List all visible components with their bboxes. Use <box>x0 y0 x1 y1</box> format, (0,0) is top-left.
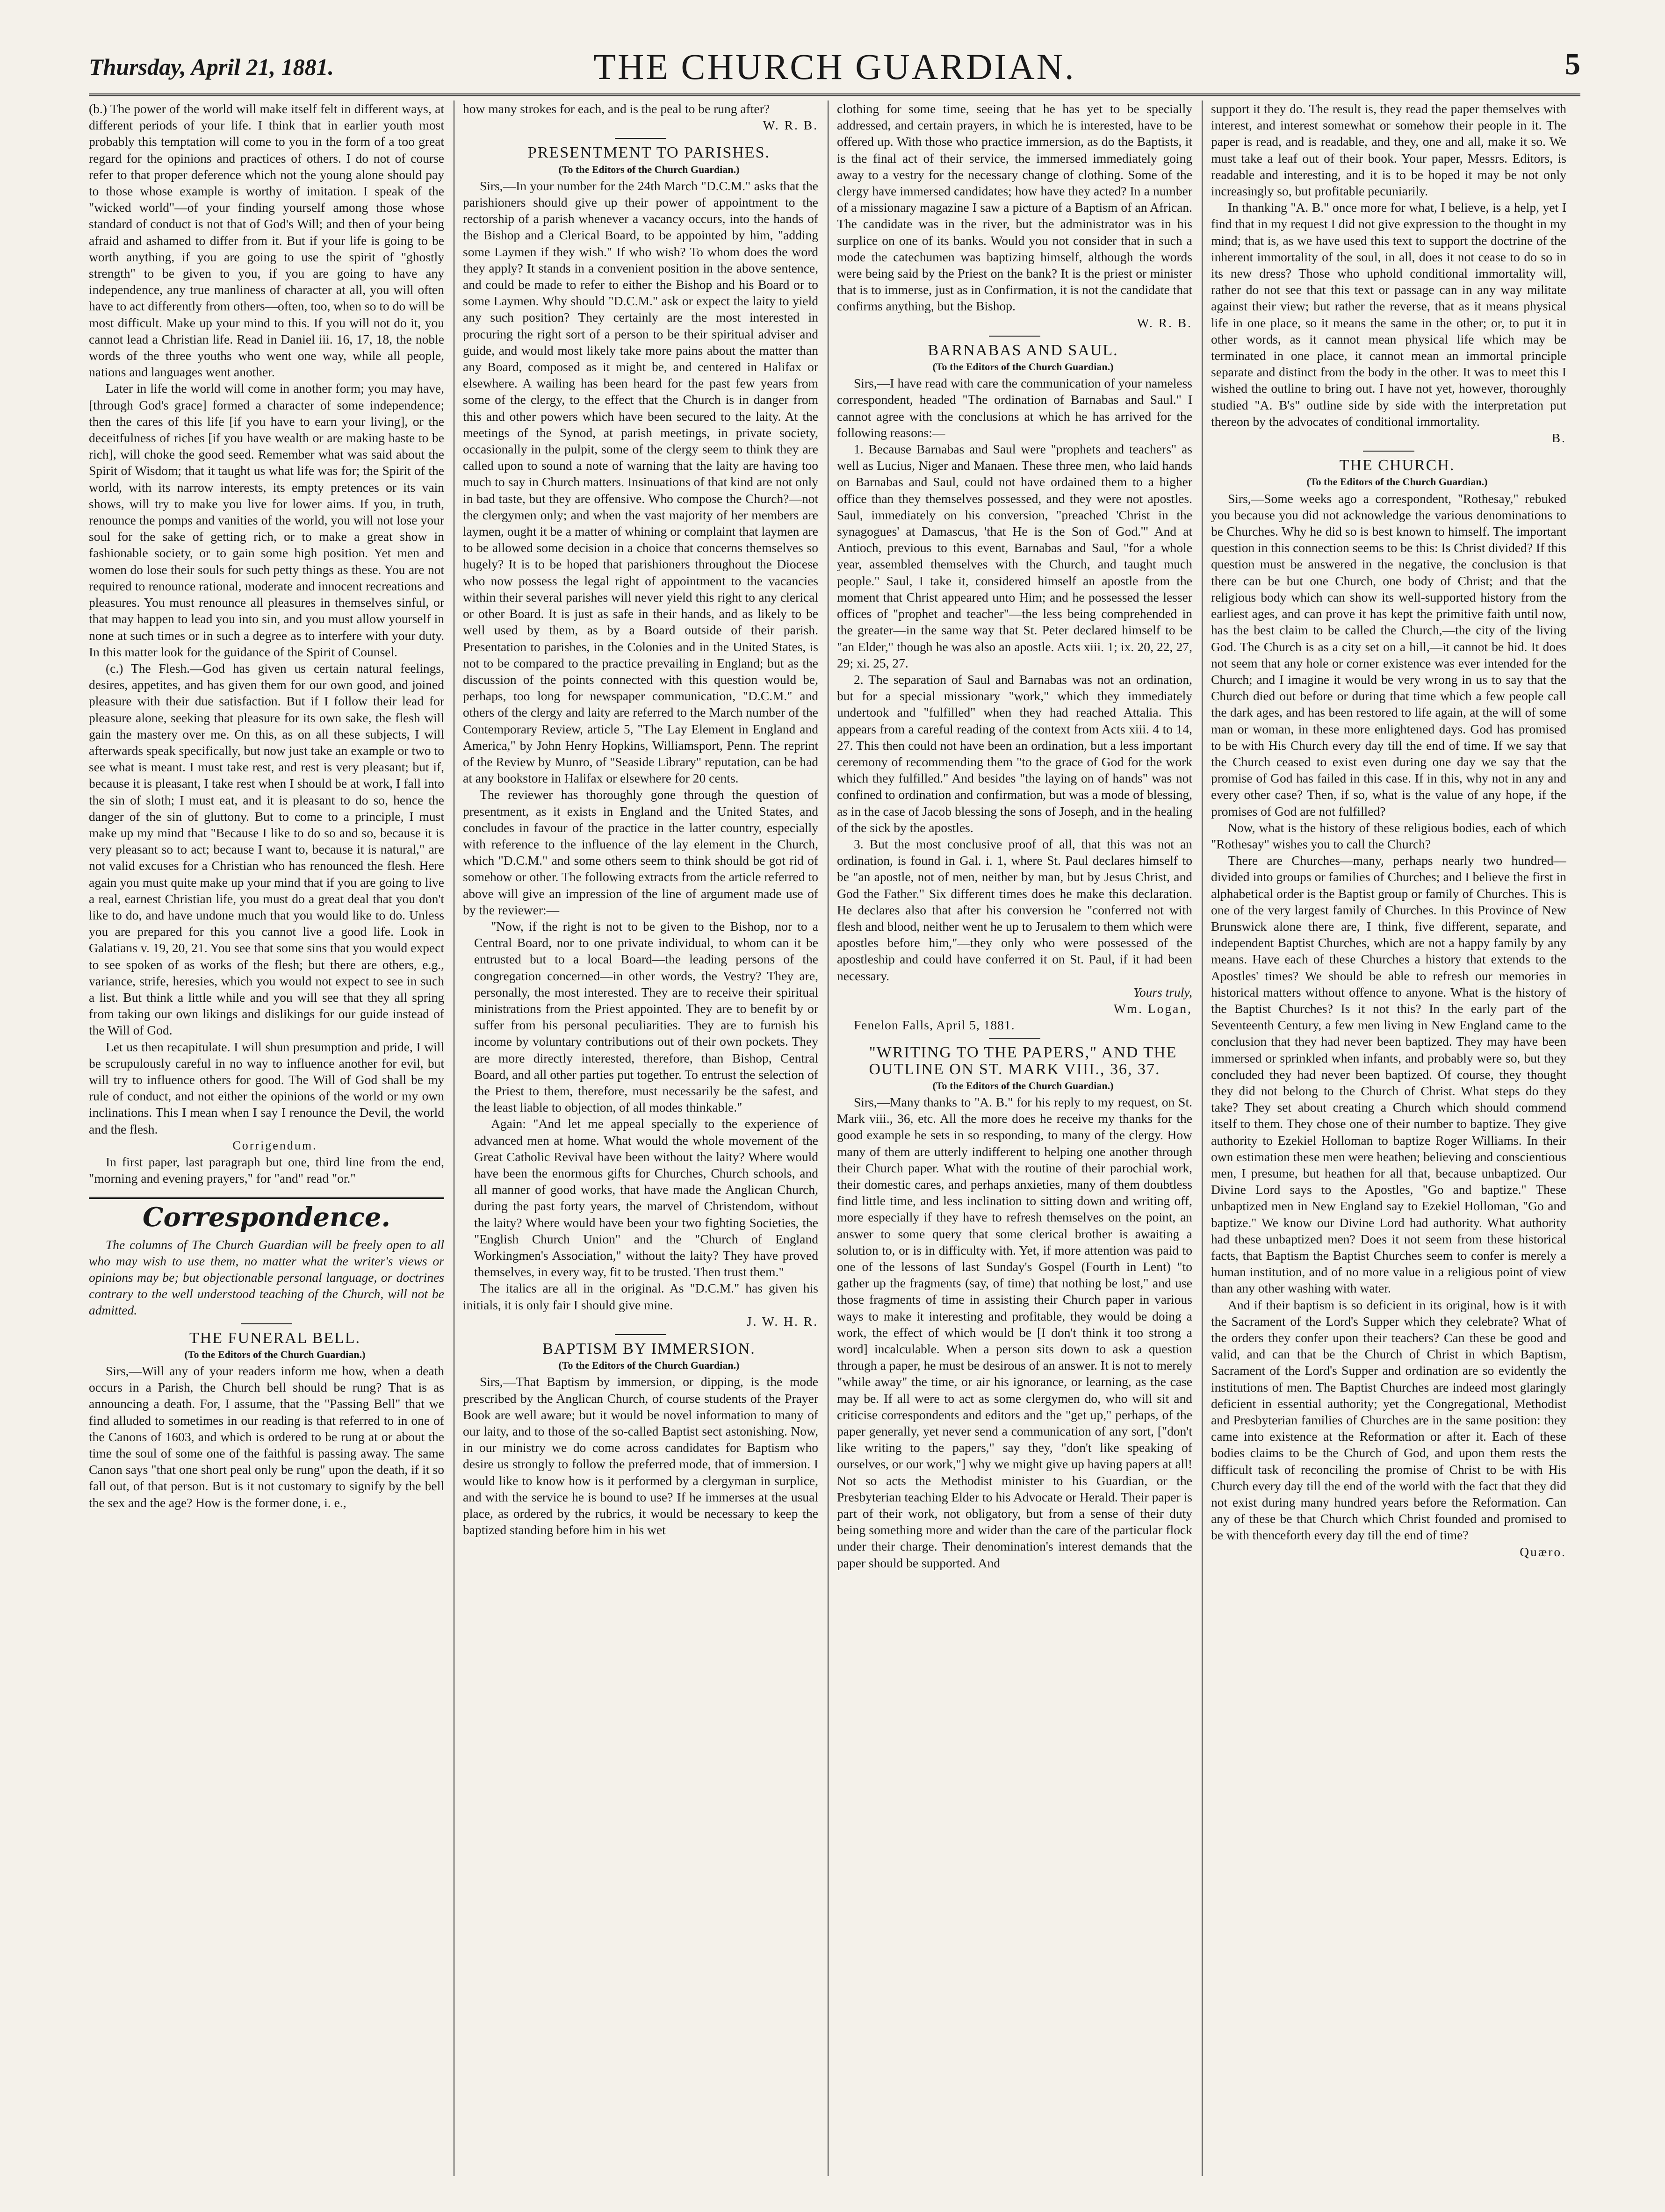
paragraph: Sirs,—Some weeks ago a correspondent, "Rothesay," rebuked you because you did not acknowledge the various denominations to be Churches. Why he did so is best known to himself. The important question in this connection seems to be this: Is Christ divided? If this question must be answered in the negative, the conclusion is that there can be but one Church, one body of Christ; and that the religious body which can show its well-supported history from the earliest ages, and can prove it has kept the primitive faith until now, has the best claim to be called the Church,—the city of the living God. The Church is as a city set on a hill,—it cannot be hid. It does not seem that any hole or corner existence was ever intended for the Church; and I imagine it would be very wrong in us to say that the Church died out before or during that time which a few people call the dark ages, and has been restored to life again, at the will of some man or woman, in these more enlightened days. God has promised to be with His Church every day till the end of time. If we say that the Church ceased to exist even during one day we say that the promise of God has failed in this case. If in this, why not in any and every other case? Then, if so, what is the value of any hope, if the promises of God are not fulfilled? <box>1211 491 1566 819</box>
paragraph: In first paper, last paragraph but one, third line from the end, "morning and evening prayers," for "and" read "or." <box>89 1155 444 1186</box>
article-subtitle: (To the Editors of the Church Guardian.) <box>932 361 1114 373</box>
newspaper-title: THE CHURCH GUARDIAN. <box>593 46 1076 87</box>
paragraph: Sirs,—In your number for the 24th March "D.C.M." asks that the parishioners should give up their power of appointment to the rectorship of a parish whenever a vacancy occurs, into the hands of the Bishop and a Clerical Board, to be appointed by him, "adding some Laymen if they wish." If who wish? To whom does the word they apply? It stands in a convenient position in the above sentence, and could be made to refer to either the Bishop and his Board or to some Laymen. Why should "D.C.M." ask or expect the laity to yield any such position? They certainly are the most interested in procuring the right sort of a person to be their spiritual adviser and guide, and would most likely take more pains about the matter than any Board, composed as it might be, and centered in Halifax or elsewhere. A wailing has been heard for the past few years from some of the clergy, to the effect that the Church is in danger from this and other powers which have been secured to the laity. At the meetings of the Synod, at parish meetings, in private society, occasionally in the pulpit, some of the clergy seem to think they are called upon to sound a note of warning that the laity are having too much to say in Church matters. Insinuations of that kind are not only in bad taste, but they are offensive. Who compose the Church?—not the clergymen only; and when the vast majority of her members are laymen, ought it be a matter of whining or complaint that laymen are to be allowed some decision in a choice that concerns themselves so hugely? It is to be hoped that parishioners throughout the Diocese who now possess the legal right of appointment to the vacancies within their several parishes will never yield this right to any clerical or other Board. It is just as safe in their hands, and as likely to be well used by them, as by a Board outside of their parish. Presentation to parishes, in the Colonies and in the United States, is not to be compared to the practice prevailing in England; but as the discussion of the points connected with this question would be, perhaps, too long for newspaper communication, "D.C.M." and others of the clergy and laity are referred to the March number of the Contemporary Review, article 5, "The Lay Element in England and America," by John Henry Hopkins, Williamsport, Penn. The reprint of the Review by Munro, of "Seaside Library" reputation, can be had at any bookstore in Halifax or elsewhere for 20 cents. <box>463 178 818 786</box>
paragraph: (c.) The Flesh.—God has given us certain natural feelings, desires, appetites, and has given them for our own good, and joined pleasure with their due satisfaction. But if I follow their lead for pleasure alone, seeking that pleasure for its own sake, the flesh will gain the mastery over me. On this, as on all these subjects, I will afterwards speak specifically, but now just take an example or two to see what is meant. I must take rest, and rest is very pleasant; but if, because it is pleasant, I take rest when I should be at work, I fall into the sin of sloth; I must eat, and it is pleasant to do so, hence the danger of the sin of gluttony. But to come to a principle, I must make up my mind that "Because I like to do so and so, because it is very pleasant so to act; because I want to, because it is natural," are not valid excuses for a Christian who has renounced the flesh. Here again you must quite make up your mind that if you are going to live a real, earnest Christian life, you must do a great deal that you don't like to do, and have undone much that you would like to do. Unless you are prepared for this you cannot live a good life. Look in Galatians v. 19, 20, 21. You see that some sins that you would expect to see spoken of as works of the flesh; but there are others, e.g., variance, strife, heresies, which you would not expect to see in such a list. But think a little while and you will see that they all spring from taking our own likings and dislikings for our guide instead of the Will of God. <box>89 661 444 1038</box>
article-subtitle: (To the Editors of the Church Guardian.) <box>1306 476 1488 488</box>
divider <box>615 1334 666 1335</box>
paragraph: clothing for some time, seeing that he has yet to be specially addressed, and certain prayers, in which he is interested, have to be offered up. With those who practice immersion, as do the Baptists, it is the final act of their service, the immersed immediately going away to a vestry for the necessary change of clothing. Some of the clergy have immersed candidates; how have they acted? In a number of a missionary magazine I saw a picture of a Baptism of an African. The candidate was in the river, but the administrator was in his surplice on one of its banks. Would you not consider that in such a mode the catechumen was baptizing himself, although the words were being said by the Priest on the bank? It is the priest or minister that is to immerse, just as in Confirmation, it is not the candidate that confirms anything, but the Bishop. <box>837 101 1192 314</box>
paragraph: The reviewer has thoroughly gone through the question of presentment, as it exists in England and the United States, and concludes in favour of the practice in the latter country, especially with reference to the influence of the lay element in the Church, which "D.C.M." and some others seem to think should be got rid of somehow or other. The following extracts from the article referred to above will give an impression of the line of argument made use of by the reviewer:— <box>463 787 818 917</box>
paragraph: And if their baptism is so deficient in its original, how is it with the Sacrament of the Lord's Supper which they celebrate? What of the orders they confer upon their teachers? Can these be good and valid, and can that be the Church of Christ in which Baptism, Sacrament of the Lord's Supper and ordination are so evidently the institutions of men. The Baptist Churches are indeed most glaringly deficient in essential authority; yet the Congregational, Methodist and Presbyterian families of Churches are in the same position: they came into existence at the Reformation or after it. Each of these bodies claims to be the Church of God, and upon them rests the difficult task of reconciling the promise of Christ to be with His Church every day till the end of the world with the fact that they did not exist during many hundred years before the Reformation. Can any of these be that Church which Christ founded and promised to be with thenceforth every day till the end of time? <box>1211 1297 1566 1543</box>
paragraph: 2. The separation of Saul and Barnabas was not an ordination, but for a special missionary "work," which they immediately undertook and "fulfilled" when they had reached Attalia. This appears from a careful reading of the context from Acts xiii. 4 to 14, 27. This then could not have been an ordination, but a less important ceremony of recommending them "to the grace of God for the work which they fulfilled." And besides "the laying on of hands" was not confined to ordination and confirmation, but was a mode of blessing, as in the case of Jacob blessing the sons of Joseph, and in the healing of the sick by the apostles. <box>837 672 1192 835</box>
paragraph: Sirs,—I have read with care the communication of your nameless correspondent, headed "The ordination of Barnabas and Saul." I cannot agree with the conclusions at which he has arrived for the following reasons:— <box>837 376 1192 440</box>
paragraph: 1. Because Barnabas and Saul were "prophets and teachers" as well as Lucius, Niger and Manaen. These three men, who laid hands on Barnabas and Saul, could not have ordained them to a higher office than they themselves possessed, and they were not apostles. Saul, immediately on his conversion, "preached 'Christ in the synagogues' at Damascus, 'that He is the Son of God.'" And at Antioch, previous to this event, Barnabas and Saul, "for a whole year, assembled themselves with the Church, and taught much people." Saul, I take it, considered himself an apostle from the moment that Christ appeared unto Him; and he possessed the lesser offices of "prophet and teacher"—the less being comprehended in the greater—in the same way that St. Peter declared himself to be "an Elder," though he was also an apostle. Acts xiii. 1; ix. 20, 22, 27, 29; xi. 25, 27. <box>837 442 1192 670</box>
article-subtitle: (To the Editors of the Church Guardian.) <box>558 1359 740 1372</box>
paragraph: Let us then recapitulate. I will shun presumption and pride, I will be scrupulously careful in no way to influence another for evil, but will try to influence others for good. The Will of God shall be my rule of conduct, and not either the opinions of the world or my own inclinations. This I mean when I say I renounce the Devil, the world and the flesh. <box>89 1039 444 1136</box>
article-subtitle: (To the Editors of the Church Guardian.) <box>932 1079 1114 1092</box>
article-subtitle: (To the Editors of the Church Guardian.) <box>558 163 740 175</box>
column-1 <box>89 101 444 2176</box>
place-date: Fenelon Falls, April 5, 1881. <box>854 1018 1015 1033</box>
issue-date: Thursday, April 21, 1881. <box>89 54 334 80</box>
divider <box>1363 451 1414 452</box>
quotation: Again: "And let me appeal specially to the experience of advanced men at home. What would the whole movement of the Great Catholic Revival have been without the laity? Where would have been the enormous gifts for Churches, Church schools, and all manner of good works, that have made the Anglican Church, during the past forty years, the marvel of Christendom, without the laity? Where would have been your two fighting Societies, the "English Church Union" and the "Church of England Workingmen's Association," without the laity? They have proved themselves, in every way, fit to be trusted. Then trust them." <box>474 1116 818 1279</box>
article-title: THE FUNERAL BELL. <box>189 1329 361 1347</box>
closing: Yours truly, <box>1133 984 1192 999</box>
column-4 <box>1211 101 1566 2176</box>
signature: Wm. Logan, <box>1113 1001 1192 1016</box>
signature: W. R. B. <box>763 118 818 133</box>
article-title: BARNABAS AND SAUL. <box>928 341 1118 359</box>
article-subtitle: (To the Editors of the Church Guardian.) <box>184 1348 366 1360</box>
paragraph: Later in life the world will come in another form; you may have, [through God's grace] formed a character of some independence; then the cares of this life [if you have to earn your living], or the deceitfulness of riches [if you have wealth or are making haste to be rich], will choke the good seed. Remember what was said about the Spirit of Wisdom; that it taught us what life was for; the Spirit of the world, with its narrow interests, its empty pretences or its vain shows, will try to make you live for lower aims. If you, in truth, renounce the pomps and vanities of the world, you will not lose your soul for the sake of getting rich, or to make a great show in fashionable society, or to gain some high position. Yet men and women do lose their souls for such petty things as these. You are not required to renounce rational, moderate and innocent recreations and pleasures. You must renounce all pleasures in themselves sinful, or that may happen to lead you into sin, and you must allow yourself in none at such times or in such a degree as to interfere with your duty. In this matter look for the guidance of the Spirit of Counsel. <box>89 381 444 659</box>
paragraph: In thanking "A. B." once more for what, I believe, is a help, yet I find that in my request I did not give expression to the thought in my mind; that is, as we have used this text to support the doctrine of the inherent immortality of the soul, in all, does it not cease to do so in its new dress? Those who uphold conditional immortality will, rather do not see that this text or passage can in any way militate against their view; but rather the reverse, that as it means physical life in one place, so it means the same in the other; or, to put it in other words, as it cannot mean physical life which may be terminated in one place, it cannot mean an immortal principle separate and distinct from the body in the other. It was to meet this I wished the outline to bring out. I have not yet, however, thoroughly studied "A. B's" outline side by side with the interpretation put thereon by the advocates of conditional immortality. <box>1211 200 1566 429</box>
paragraph: how many strokes for each, and is the peal to be rung after? <box>463 101 770 116</box>
paragraph: Sirs,—Will any of your readers inform me how, when a death occurs in a Parish, the Church bell should be rung? That is as announcing a death. For, I assume, that the "Passing Bell" that we find alluded to sometimes in our reading is that referred to in one of the Canons of 1603, and which is ordered to be rung at or about the time the soul of some one of the faithful is passing away. The same Canon says "that one short peal only be rung" upon the death, if it so fall out, of that person. But is it not customary to signify by the bell the sex and the age? How is the former done, i. e., <box>89 1364 444 1510</box>
paragraph: The italics are all in the original. As "D.C.M." has given his initials, it is only fair I should give mine. <box>463 1281 818 1312</box>
signature: W. R. B. <box>1137 315 1192 330</box>
masthead <box>89 33 1580 96</box>
paragraph: There are Churches—many, perhaps nearly two hundred—divided into groups or families of Churches; and I believe the first in alphabetical order is the Baptist group or family of Churches. This is one of the very largest family of Churches. In this Province of New Brunswick alone there are, I think, five different, separate, and independent Baptist Churches, which are not a happy family by any means. Have each of these Churches a history that extends to the Apostles' times? We should be able to refresh our memories in historical matters without offence to anyone. What is the history of the Baptist Churches? Is it not this? In the early part of the Seventeenth Century, a few men living in New England came to the conclusion that they had never been baptized. They may have been immersed or sprinkled when infants, and probably were so, but they concluded they had never been baptized. Of course, they thought they did not belong to the Church of Christ. What steps do they take? They set about creating a Church which should commend itself to them. They chose one of their number to baptize. They give authority to Ezekiel Holloman to baptize Roger Williams. In their own estimation these men were heathen; believing and conscientious men, I presume, but heathen for all that, because unbaptized. Our Divine Lord says to the Apostles, "Go and baptize." These unbaptized men in New England say to Ezekiel Holloman, "Go and baptize." We know our Divine Lord had authority. What authority had these unbaptized men? Does it not seem from these historical facts, that Baptism the Baptist Churches seem to confer is merely a human institution, and of no more value in a religious point of view than any other washing with water. <box>1211 853 1566 1296</box>
column-divider <box>828 101 829 2176</box>
corrigendum-heading: Corrigendum. <box>232 1138 317 1152</box>
article-title: BAPTISM BY IMMERSION. <box>542 1340 756 1358</box>
paragraph: Sirs,—That Baptism by immersion, or dipping, is the mode prescribed by the Anglican Church, of course students of the Prayer Book are well aware; but it would be novel information to many of our laity, and to those of the so-called Baptist sect astonishing. Now, in our ministry we do come across candidates for Baptism who desire us strongly to follow the preferred mode, that of immersion. I would like to know how is it performed by a clergyman in surplice, and with the service he is bound to use? If he immerses at the usual place, as ordered by the rubrics, it would be necessary to keep the baptized standing before him in his wet <box>463 1374 818 1537</box>
correspondence-heading: Correspondence. <box>89 1197 444 1226</box>
column-divider <box>1202 101 1203 2176</box>
column-2 <box>463 101 818 2176</box>
divider <box>615 138 666 139</box>
paragraph: support it they do. The result is, they read the paper themselves with interest, and interest somewhat or somehow their people in it. The paper is read, and is readable, and they, one and all, make it so. We must take a leaf out of their book. Your paper, Messrs. Editors, is readable and interesting, and it is to be hoped it may be not only increasingly so, but profitable pecuniarily. <box>1211 101 1566 199</box>
paragraph: (b.) The power of the world will make itself felt in different ways, at different periods of your life. I think that in earlier youth most probably this temptation will come to you in the form of a too great regard for the opinions and practices of others. I do not of course refer to that proper deference which not the young alone should pay to those whose example is worthy of imitation. I speak of the "wicked world"—of your finding yourself among those whose standard of conduct is not that of God's Will; and then of your being afraid and ashamed to differ from it. But if your life is going to be worth anything, if you are going to use the spirit of "ghostly strength" to be given to you, if you are going to have any independence, any true manliness of character at all, you will often have to act differently from others—often, too, when so to do will be most difficult. Make up your mind to this. If you will not do it, you cannot lead a Christian life. Read in Daniel iii. 16, 17, 18, the noble words of the three youths who went one way, while all people, nations and languages went another. <box>89 101 444 380</box>
quotation: "Now, if the right is not to be given to the Bishop, nor to a Central Board, nor to one private individual, to whom can it be entrusted but to a local Board—the leading persons of the congregation concerned—in other words, the Vestry? They are, personally, the most interested. They are to receive their spiritual ministrations from the Priest appointed. They are to benefit by or suffer from his personal peculiarities. They are to furnish his income by voluntary contributions out of their own pockets. They are more directly interested, therefore, than Bishop, Central Board, and all other parties put together. To entrust the selection of the Priest to them, therefore, must necessarily be the safest, and the least liable to objection, of all modes thinkable." <box>474 919 818 1115</box>
paragraph: Now, what is the history of these religious bodies, each of which "Rothesay" wishes you to call the Church? <box>1211 820 1566 851</box>
signature: Quæro. <box>1520 1544 1566 1559</box>
editorial-note: The columns of The Church Guardian will be freely open to all who may wish to use them, no matter what the writer's views or opinions may be; but objectionable personal language, or doctrines contrary to the well understood teaching of the Church, will not be admitted. <box>89 1237 444 1318</box>
paragraph: Sirs,—Many thanks to "A. B." for his reply to my request, on St. Mark viii., 36, etc. All the more does he receive my thanks for the good example he sets in so responding, to many of the clergy. How many of them are utterly indifferent to helping one another through their Church paper. What with the routine of their parochial work, their domestic cares, and perhaps anxieties, many of them doubtless find little time, and less inclination to sitting down and writing off, more especially if they have to refresh themselves on the point, an answer to some query that some clerical brother is awaiting a solution to, or is in difficulty with. Yet, if more attention was paid to one of the lessons of last Sunday's Gospel (Fourth in Lent) "to gather up the fragments (say, of time) that nothing be lost," and use those fragments of time in assisting their Church paper in various ways to make it interesting and profitable, they would be doing a work, the effect of which would be [I don't think it too strong a word] incalculable. When a person sits down to ask a question through a paper, he must be desirous of an answer. It is not to merely "while away" the time, or air his ignorance, or learning, as the case may be. If all were to act as some clergymen do, who will sit and criticise correspondents and editors and the "get up," perhaps, of the paper generally, yet never send a communication of any sort, ["don't like writing to the papers," say they, "don't like speaking of ourselves, or our work,"] why we might give up having papers at all! Not so acts the Methodist minister to his Guardian, or the Presbyterian teaching Elder to his Advocate or Herald. Their paper is part of their work, not obligatory, but from a sense of their duty being something more and wider than the care of the particular flock under their charge. Their denomination's interest demands that the paper should be supported. And <box>837 1094 1192 1570</box>
article-title: "WRITING TO THE PAPERS," AND THE OUTLINE ON ST. MARK VIII., 36, 37. <box>869 1044 1177 1078</box>
signature: J. W. H. R. <box>747 1314 818 1329</box>
article-title: PRESENTMENT TO PARISHES. <box>527 144 771 162</box>
column-3 <box>837 101 1192 2176</box>
divider <box>989 336 1040 337</box>
article-title: THE CHURCH. <box>1339 457 1455 474</box>
page-number: 5 <box>1565 47 1580 81</box>
divider <box>989 1038 1040 1039</box>
paragraph: 3. But the most conclusive proof of all, that this was not an ordination, is found in Gal. i. 1, where St. Paul declares himself to be "an apostle, not of men, neither by man, but by Jesus Christ, and God the Father." Six different times does he make this declaration. He declares also that after his conversion he "conferred not with flesh and blood, neither went he up to Jerusalem to them which were apostles before him,"—they only who were possessed of the apostleship and could have conferred it on St. Paul, if it had been necessary. <box>837 836 1192 983</box>
signature: B. <box>1551 431 1566 445</box>
divider <box>241 1323 292 1324</box>
